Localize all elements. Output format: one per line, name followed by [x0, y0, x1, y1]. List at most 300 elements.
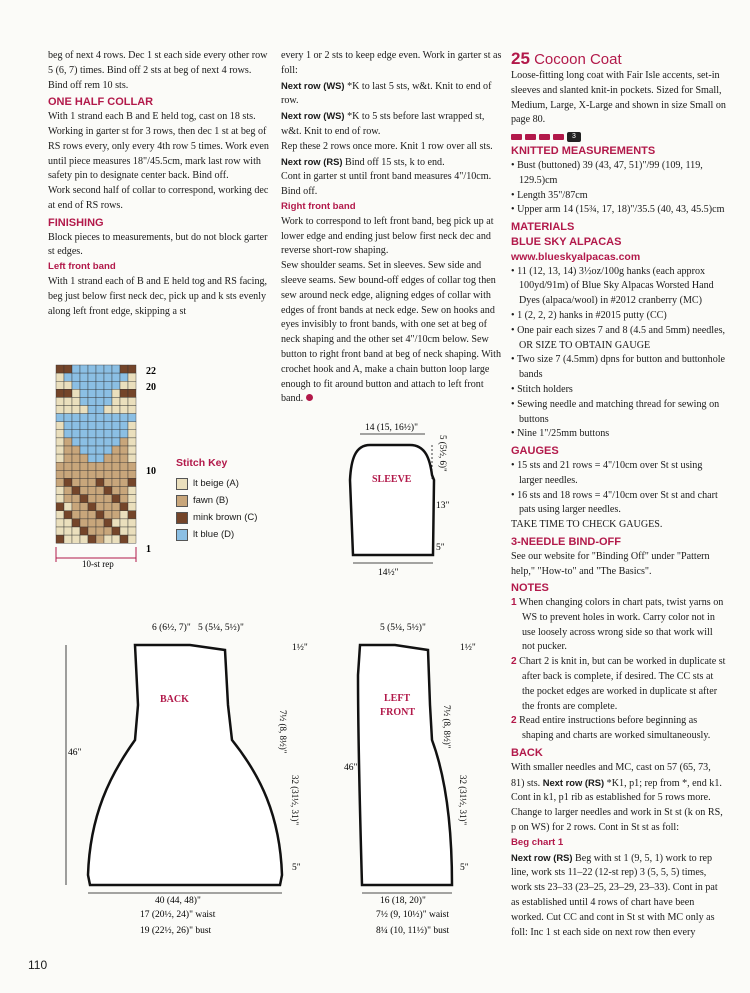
chart-cell — [96, 373, 104, 381]
chart-cell — [56, 446, 64, 454]
bindoff-text: See our website for "Binding Off" under "Pattern help," "How-to" and "The Basics". — [511, 550, 710, 577]
chart-cell — [104, 527, 112, 535]
chart-cell — [80, 462, 88, 470]
chart-cell — [88, 365, 96, 373]
chart-cell — [96, 454, 104, 462]
stitch-key — [176, 457, 257, 543]
chart-cell — [88, 373, 96, 381]
chart-cell — [104, 397, 112, 405]
list-item: • Length 35"/87cm — [511, 189, 726, 204]
chart-cell — [88, 478, 96, 486]
chart-cell — [112, 462, 120, 470]
chart-cell — [120, 454, 128, 462]
chart-cell — [88, 430, 96, 438]
chart-cell — [128, 414, 136, 422]
row-label-20: 20 — [146, 382, 156, 393]
back-drop-dim: 1½" — [292, 643, 308, 653]
chart-cell — [128, 478, 136, 486]
chart-cell — [88, 438, 96, 446]
chart-cell — [72, 527, 80, 535]
chart-cell — [96, 430, 104, 438]
note-item: 2 Read entire instructions before beginning as shaping and charts are worked simultaneously. — [511, 715, 711, 742]
chart-cell — [80, 503, 88, 511]
chart-cell — [104, 503, 112, 511]
chart-cell — [72, 389, 80, 397]
chart-cell — [64, 422, 72, 430]
chart-cell — [104, 511, 112, 519]
back-waist-dim: 17 (20½, 24)" waist — [140, 910, 216, 920]
chart-cell — [120, 462, 128, 470]
chart-cell — [64, 527, 72, 535]
chart-cell — [96, 381, 104, 389]
swatch-fawn — [176, 495, 188, 507]
chart-cell — [80, 519, 88, 527]
back-shoulder-dim: 5 (5¼, 5½)" — [198, 623, 244, 633]
chart-cell — [64, 389, 72, 397]
measurements-list — [511, 159, 726, 218]
beg-chart-heading: Beg chart 1 — [511, 836, 564, 848]
chart-cell — [120, 470, 128, 478]
note-item: 2 Chart 2 is knit in, but can be worked in duplicate st after back is complete, if desired. The CC sts at the pocket edges are worked in duplicate st after the fronts are complete. — [511, 656, 726, 712]
chart-cell — [104, 535, 112, 543]
chart-cell — [56, 487, 64, 495]
chart-cell — [80, 373, 88, 381]
chart-cell — [104, 438, 112, 446]
row-label-22: 22 — [146, 366, 156, 377]
chart-cell — [120, 535, 128, 543]
chart-cell — [128, 438, 136, 446]
chart-cell — [72, 535, 80, 543]
chart-cell — [88, 470, 96, 478]
chart-cell — [96, 519, 104, 527]
chart-cell — [120, 365, 128, 373]
row-label: Next row (WS) — [281, 79, 345, 91]
rep-label: 10-st rep — [82, 559, 114, 569]
chart-cell — [72, 454, 80, 462]
chart-cell — [128, 511, 136, 519]
row-label: Next row (RS) — [281, 155, 343, 167]
back-bottom-dim: 40 (44, 48)" — [155, 896, 201, 906]
chart-cell — [80, 470, 88, 478]
chart-cell — [72, 446, 80, 454]
chart-cell — [112, 470, 120, 478]
beg-chart-text: Next row (RS) Beg with st 1 (9, 5, 1) work to rep line, work sts 11–22 (12-st rep) 3 (5, 5, 5) times, work sts 23–33 (23–25, 23–29, 23–33). Cont in pat as established until 4 rows of chart have been worked. Cut CC and cont in St st with MC only as foll: Inc 1 st each side on next row then every — [511, 851, 718, 938]
chart-cell — [128, 454, 136, 462]
list-item: • 15 sts and 21 rows = 4"/10cm over St st using larger needles. — [511, 459, 726, 489]
chart-cell — [120, 422, 128, 430]
chart-cell — [72, 503, 80, 511]
chart-cell — [80, 389, 88, 397]
back-text: With smaller needles and MC, cast on 57 (65, 73, 81) sts. Next row (RS) *K1, p1; rep from *, end k1. Cont in k1, p1 rib as established for 5 rows more. Change to larger needles and work in St st (k on RS, p on WS) for 2 rows. Cont in St st as foll: — [511, 761, 723, 834]
chart-cell — [56, 535, 64, 543]
repeat-text: Rep these 2 rows once more. Knit 1 row over all sts. — [281, 140, 493, 152]
chart-cell — [56, 406, 64, 414]
chart-cell — [112, 446, 120, 454]
chart-cell — [72, 470, 80, 478]
chart-cell — [56, 438, 64, 446]
chart-cell — [96, 389, 104, 397]
front-waist-dim: 7½ (9, 10½)" waist — [376, 910, 450, 920]
chart-cell — [112, 511, 120, 519]
chart-cell — [96, 503, 104, 511]
chart-cell — [88, 389, 96, 397]
chart-cell — [112, 430, 120, 438]
front-drop-dim: 1½" — [460, 643, 476, 653]
chart-cell — [112, 389, 120, 397]
chart-cell — [56, 503, 64, 511]
chart-cell — [128, 487, 136, 495]
chart-cell — [104, 454, 112, 462]
chart-cell — [64, 397, 72, 405]
chart-cell — [128, 397, 136, 405]
front-label-2: FRONT — [380, 707, 415, 718]
finishing-heading: FINISHING — [48, 216, 104, 229]
chart-cell — [88, 527, 96, 535]
sleeve-top-dim: 14 (15, 16½)" — [365, 423, 418, 433]
chart-cell — [80, 535, 88, 543]
chart-cell — [112, 438, 120, 446]
chart-cell — [56, 519, 64, 527]
sleeve-label: SLEEVE — [372, 474, 412, 485]
garter-cont-text: Cont in garter st until front band measures 4"/10cm. Bind off. — [281, 171, 492, 198]
chart-cell — [120, 438, 128, 446]
chart-cell — [56, 478, 64, 486]
front-armhole-dim: 7½ (8, 8½)" — [442, 705, 452, 749]
front-bust-dim: 8¼ (10, 11½)" bust — [376, 926, 450, 936]
chart-cell — [96, 462, 104, 470]
chart-cell — [120, 373, 128, 381]
chart-cell — [88, 462, 96, 470]
list-item: • 16 sts and 18 rows = 4"/10cm over St st and chart pats using larger needles. — [511, 489, 726, 519]
chart-cell — [112, 519, 120, 527]
front-label-1: LEFT — [384, 693, 411, 704]
colorwork-chart — [50, 362, 170, 572]
chart-cell — [128, 373, 136, 381]
chart-cell — [104, 389, 112, 397]
chart-cell — [56, 397, 64, 405]
chart-cell — [72, 511, 80, 519]
chart-cell — [112, 495, 120, 503]
chart-cell — [104, 430, 112, 438]
chart-cell — [112, 527, 120, 535]
chart-cell — [72, 495, 80, 503]
chart-cell — [96, 422, 104, 430]
chart-cell — [72, 365, 80, 373]
chart-cell — [80, 454, 88, 462]
front-side-dim: 32 (31½, 31)" — [458, 775, 468, 826]
collar-text-2: Work second half of collar to correspond, working dec at end of RS rows. — [48, 185, 269, 211]
chart-cell — [64, 535, 72, 543]
garter-text: every 1 or 2 sts to keep edge even. Work in garter st as foll: — [281, 50, 502, 76]
back-heading: BACK — [511, 747, 543, 760]
chart-cell — [112, 487, 120, 495]
chart-cell — [64, 503, 72, 511]
chart-cell — [56, 470, 64, 478]
swatch-mink-brown — [176, 512, 188, 524]
chart-cell — [104, 478, 112, 486]
chart-cell — [128, 430, 136, 438]
sleeve-cap-dim: 5 (5½, 6)" — [438, 435, 448, 472]
chart-cell — [88, 519, 96, 527]
chart-cell — [56, 373, 64, 381]
chart-cell — [128, 381, 136, 389]
gauges-heading: GAUGES — [511, 445, 559, 458]
chart-cell — [56, 430, 64, 438]
chart-cell — [104, 495, 112, 503]
chart-cell — [120, 381, 128, 389]
back-cont-text: beg of next 4 rows. Dec 1 st each side every other row 5 (6, 7) times. Bind off 2 sts at beg of next 4 rows. Bind off rem 10 sts. — [48, 50, 268, 91]
chart-cell — [64, 478, 72, 486]
left-band-heading: Left front band — [48, 261, 116, 273]
chart-cell — [88, 446, 96, 454]
collar-heading: ONE HALF COLLAR — [48, 96, 154, 109]
chart-cell — [72, 430, 80, 438]
back-schematic — [60, 615, 320, 945]
chart-cell — [96, 397, 104, 405]
chart-cell — [128, 503, 136, 511]
chart-cell — [88, 381, 96, 389]
chart-cell — [120, 478, 128, 486]
chart-cell — [80, 446, 88, 454]
chart-cell — [64, 438, 72, 446]
chart-cell — [120, 527, 128, 535]
row-label-10: 10 — [146, 466, 156, 477]
chart-cell — [72, 519, 80, 527]
chart-cell — [104, 470, 112, 478]
chart-cell — [120, 487, 128, 495]
sleeve-schematic — [330, 420, 490, 580]
pattern-intro: Loose-fitting long coat with Fair Isle accents, set-in sleeves and slanted knit-in pockets. Sized for Small, Medium, Large, X-Large and shown in size Small on page 80. — [511, 70, 726, 126]
list-item: • 11 (12, 13, 14) 3½oz/100g hanks (each approx 100yd/91m) of Blue Sky Alpacas Worsted Hand Dyes (alpaca/wool) in #2012 cranberry (MC) — [511, 265, 726, 309]
chart-cell — [88, 397, 96, 405]
chart-cell — [80, 365, 88, 373]
chart-cell — [80, 406, 88, 414]
chart-cell — [72, 373, 80, 381]
list-item: • 1 (2, 2, 2) hanks in #2015 putty (CC) — [511, 309, 726, 324]
measurements-heading: KNITTED MEASUREMENTS — [511, 145, 656, 158]
chart-cell — [72, 487, 80, 495]
gauge-check: TAKE TIME TO CHECK GAUGES. — [511, 519, 663, 531]
chart-cell — [80, 511, 88, 519]
left-band-text: With 1 strand each of B and E held tog and RS facing, beg just below first neck dec, pick up and k sts evenly along left front edge, skipping a st — [48, 275, 268, 317]
chart-cell — [64, 406, 72, 414]
chart-cell — [120, 511, 128, 519]
chart-cell — [96, 470, 104, 478]
chart-cell — [64, 430, 72, 438]
chart-cell — [120, 397, 128, 405]
chart-cell — [72, 422, 80, 430]
key-item: lt beige (A) — [176, 475, 257, 492]
row-label: Next row (WS) — [281, 110, 345, 122]
chart-cell — [88, 503, 96, 511]
key-item: mink brown (C) — [176, 509, 257, 526]
chart-cell — [120, 495, 128, 503]
chart-cell — [128, 519, 136, 527]
sleeve-length-dim: 13" — [436, 501, 450, 511]
swatch-lt-blue — [176, 529, 188, 541]
chart-cell — [96, 495, 104, 503]
row-instruction-1: Next row (WS) *K to last 5 sts, w&t. Knit to end of row. — [281, 79, 492, 107]
column-3 — [511, 49, 726, 940]
chart-cell — [112, 373, 120, 381]
list-item: • Nine 1"/25mm buttons — [511, 427, 726, 442]
chart-cell — [96, 478, 104, 486]
chart-cell — [128, 495, 136, 503]
notes-heading: NOTES — [511, 582, 549, 595]
chart-cell — [112, 503, 120, 511]
chart-cell — [80, 438, 88, 446]
chart-cell — [56, 495, 64, 503]
chart-cell — [80, 381, 88, 389]
chart-cell — [120, 503, 128, 511]
back-hem-dim: 5" — [292, 863, 301, 873]
row-label: Next row (RS) — [511, 851, 573, 863]
back-bust-dim: 19 (22½, 26)" bust — [140, 926, 212, 936]
chart-cell — [96, 446, 104, 454]
chart-cell — [64, 373, 72, 381]
chart-cell — [104, 365, 112, 373]
pattern-title: 25 Cocoon Coat — [511, 49, 622, 68]
chart-cell — [112, 454, 120, 462]
sleeve-cuff-dim: 5" — [436, 543, 445, 553]
row-instruction-2: Next row (WS) *K to 5 sts before last wrapped st, w&t. Knit to end of row. — [281, 110, 485, 137]
chart-grid — [56, 365, 136, 543]
chart-cell — [96, 414, 104, 422]
chart-cell — [88, 422, 96, 430]
row-instruction-3: Next row (RS) Bind off 15 sts, k to end. — [281, 155, 445, 168]
chart-cell — [120, 430, 128, 438]
chart-cell — [56, 527, 64, 535]
brand-heading: BLUE SKY ALPACAS — [511, 235, 622, 248]
right-band-heading: Right front band — [281, 200, 356, 212]
chart-cell — [112, 365, 120, 373]
note-item: 1 When changing colors in chart pats, twist yarns on WS to prevent holes in work. Carry color not in use loosely across wrong side so that work will not pucker. — [511, 597, 724, 653]
front-schematic — [340, 615, 490, 945]
chart-cell — [80, 397, 88, 405]
list-item: • Bust (buttoned) 39 (43, 47, 51)"/99 (109, 119, 129.5)cm — [511, 159, 726, 189]
chart-cell — [112, 406, 120, 414]
chart-cell — [128, 365, 136, 373]
chart-cell — [72, 397, 80, 405]
chart-cell — [56, 381, 64, 389]
chart-cell — [96, 535, 104, 543]
chart-cell — [128, 470, 136, 478]
brand-url[interactable]: www.blueskyalpacas.com — [511, 250, 641, 263]
chart-cell — [128, 406, 136, 414]
row-label-1: 1 — [146, 544, 151, 555]
chart-cell — [104, 406, 112, 414]
back-neck-dim: 6 (6½, 7)" — [152, 623, 191, 633]
chart-cell — [88, 535, 96, 543]
chart-cell — [64, 487, 72, 495]
list-item: • Stitch holders — [511, 383, 726, 398]
chart-cell — [104, 381, 112, 389]
chart-cell — [112, 397, 120, 405]
materials-heading: MATERIALS — [511, 221, 575, 234]
chart-cell — [112, 414, 120, 422]
bindoff-heading: 3-NEEDLE BIND-OFF — [511, 535, 621, 548]
front-hem-dim: 5" — [460, 863, 469, 873]
chart-cell — [112, 381, 120, 389]
skill-level-icon: 3 — [567, 132, 581, 142]
chart-cell — [56, 462, 64, 470]
chart-cell — [128, 527, 136, 535]
chart-cell — [88, 511, 96, 519]
chart-cell — [120, 389, 128, 397]
chart-cell — [80, 478, 88, 486]
chart-cell — [104, 446, 112, 454]
chart-cell — [128, 462, 136, 470]
finishing-text: Block pieces to measurements, but do not block garter st edges. — [48, 231, 268, 258]
chart-cell — [96, 438, 104, 446]
chart-cell — [104, 462, 112, 470]
chart-cell — [112, 535, 120, 543]
chart-cell — [72, 462, 80, 470]
sleeve-bottom-dim: 14½" — [378, 568, 399, 578]
back-total-dim: 46" — [68, 748, 82, 758]
chart-cell — [120, 414, 128, 422]
chart-cell — [64, 454, 72, 462]
chart-cell — [120, 519, 128, 527]
chart-cell — [96, 487, 104, 495]
chart-cell — [64, 414, 72, 422]
chart-cell — [128, 422, 136, 430]
chart-cell — [64, 495, 72, 503]
chart-cell — [56, 454, 64, 462]
column-1 — [48, 49, 270, 319]
chart-cell — [96, 527, 104, 535]
chart-cell — [88, 406, 96, 414]
list-item: • Upper arm 14 (15¾, 17, 18)"/35.5 (40, 43, 45.5)cm — [511, 203, 726, 218]
chart-cell — [72, 438, 80, 446]
chart-cell — [96, 511, 104, 519]
list-item: • Two size 7 (4.5mm) dpns for button and buttonhole bands — [511, 353, 726, 383]
chart-cell — [72, 381, 80, 389]
chart-cell — [72, 406, 80, 414]
chart-cell — [104, 519, 112, 527]
chart-cell — [88, 495, 96, 503]
chart-cell — [64, 470, 72, 478]
chart-cell — [88, 414, 96, 422]
chart-cell — [56, 414, 64, 422]
gauges-list — [511, 459, 726, 518]
front-bottom-dim: 16 (18, 20)" — [380, 896, 426, 906]
back-armhole-dim: 7½ (8, 8½)" — [278, 710, 288, 754]
chart-cell — [72, 478, 80, 486]
chart-cell — [80, 414, 88, 422]
chart-cell — [64, 365, 72, 373]
swatch-lt-beige — [176, 478, 188, 490]
key-item: fawn (B) — [176, 492, 257, 509]
chart-cell — [64, 462, 72, 470]
end-dot-icon — [306, 394, 313, 401]
chart-cell — [104, 414, 112, 422]
chart-cell — [112, 422, 120, 430]
chart-cell — [80, 487, 88, 495]
chart-cell — [64, 511, 72, 519]
row-label: Next row (RS) — [542, 776, 605, 788]
back-label: BACK — [160, 694, 189, 705]
chart-cell — [56, 422, 64, 430]
column-2 — [281, 49, 503, 407]
sewing-text: Sew shoulder seams. Set in sleeves. Sew side and sleeve seams. Sew bound-off edges of collar tog then sew around neck edge, aligning edges of collar with edges of front bands at neck edge. Sew on hooks and eyes invisibly to front bands, with one set at beg of neck shaping and the other set 4"/10cm below. Sew button to right front band at beg of neck shaping. With crochet hook and A, make a chain button loop large enough to fit around button and attach to left front band. — [281, 260, 502, 405]
list-item: • One pair each sizes 7 and 8 (4.5 and 5mm) needles, OR SIZE TO OBTAIN GAUGE — [511, 324, 726, 354]
chart-cell — [128, 389, 136, 397]
chart-cell — [56, 511, 64, 519]
chart-cell — [120, 446, 128, 454]
chart-cell — [88, 487, 96, 495]
stitch-key-title: Stitch Key — [176, 457, 228, 469]
